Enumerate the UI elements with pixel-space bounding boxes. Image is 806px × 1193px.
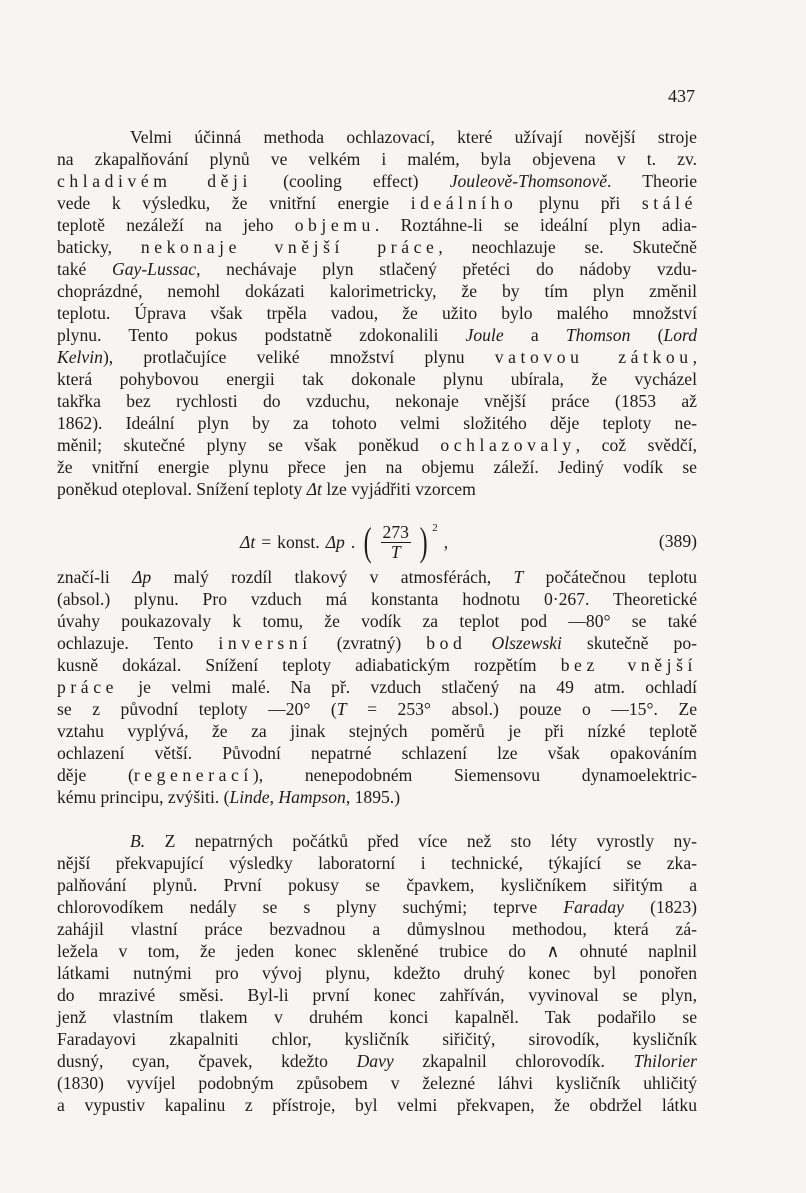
text-segment: ležela v tom, že jeden konec skleněné trubice do ∧ ohnuté naplnil [57, 941, 697, 961]
spaced-emphasis: ideálního [410, 193, 518, 213]
text-segment: skutečně po- [561, 633, 697, 653]
text-segment: měnil; skutečné plyny se však poněkud [57, 435, 441, 455]
text-line [57, 1028, 697, 1050]
text-segment: plynu při [517, 193, 642, 213]
text-line [57, 126, 697, 148]
formula-fraction [381, 523, 411, 562]
text-line [57, 874, 697, 896]
text-segment: . Theorie [607, 171, 698, 191]
text-line [57, 236, 697, 258]
text-segment: vztahu vyplývá, že za jinak stejných poměrů je při nízké teplotě [57, 721, 697, 741]
spaced-emphasis: inversní [218, 633, 312, 653]
italic-text: Davy [356, 1051, 394, 1071]
text-segment: (cooling effect) [251, 171, 450, 191]
formula-lhs: Δt [240, 531, 256, 552]
text-segment: lze vyjádřiti vzorcem [321, 479, 476, 499]
text-line [57, 478, 697, 500]
text-line [57, 940, 697, 962]
italic-text: Gay-Lussac [112, 259, 197, 279]
text-line [57, 192, 697, 214]
text-segment: , nechávaje plyn stlačený přetéci do nádoby vzdu- [196, 259, 697, 279]
spaced-emphasis: stálé [641, 193, 697, 213]
formula-equals: = [261, 531, 272, 552]
text-segment: ), nenepodobném Siemensovu dynamoelektric- [252, 765, 697, 785]
text-segment: Velmi účinná methoda ochlazovací, které užívají novější stroje [130, 127, 697, 147]
text-segment: chlorovodíkem nedály se s plyny suchými; teprve [57, 897, 564, 917]
formula-paren-close: ) [419, 519, 428, 564]
italic-text: Thilorier [633, 1051, 697, 1071]
formula-exponent: 2 [432, 522, 438, 534]
text-segment: Z nepatrných počátků před více než sto léty vyrostly ny- [145, 831, 697, 851]
text-segment: teplotě nezáleží na jeho [57, 215, 295, 235]
text-segment: takřka bez rychlosti do vzduchu, nekonaje vnější práce (1853 až [57, 391, 697, 411]
text-segment: kusně dokázal. Snížení teploty adiabatickým rozpětím [57, 655, 561, 675]
spaced-emphasis: regenerací [133, 765, 253, 785]
text-segment: , [269, 787, 279, 807]
text-line [57, 896, 697, 918]
text-segment: a vypustiv kapalinu z přístroje, byl velmi překvapen, že obdržel látku [57, 1095, 697, 1115]
text-segment: , [692, 347, 698, 367]
italic-text: B. [130, 831, 146, 851]
formula-denominator: T [390, 541, 401, 562]
italic-text: Linde [229, 787, 270, 807]
spaced-emphasis: práce [57, 677, 118, 697]
italic-text: T [513, 567, 524, 587]
italic-text: Δp [132, 567, 152, 587]
italic-text: Δt [306, 479, 322, 499]
equation-expression [240, 520, 448, 564]
page-number: 437 [668, 86, 695, 106]
text-segment: úvahy poukazovaly k tomu, že vodík za teplot pod —80° se také [57, 611, 697, 631]
spaced-emphasis: chladivém ději [57, 171, 252, 191]
text-segment: zahájil vlastní práce bezvadnou a důmyslnou methodou, která zá- [57, 919, 697, 939]
text-segment: (1823) [623, 897, 697, 917]
text-segment: ), protlačujíce veliké množství plynu [102, 347, 495, 367]
italic-text: T [336, 699, 347, 719]
text-line [57, 742, 697, 764]
spaced-emphasis: objemu [294, 215, 375, 235]
text-segment: a [503, 325, 566, 345]
spaced-emphasis: nekonaje vnější práce [140, 237, 439, 257]
text-line [57, 302, 697, 324]
text-line [57, 148, 697, 170]
text-line [57, 390, 697, 412]
paragraph-history-liquefaction [57, 830, 697, 1116]
text-line [57, 1006, 697, 1028]
text-line [57, 280, 697, 302]
text-segment: děje ( [57, 765, 134, 785]
text-line [57, 368, 697, 390]
text-line [57, 566, 697, 588]
text-segment: ( [630, 325, 664, 345]
text-segment: ochlazuje. Tento [57, 633, 219, 653]
text-segment: počátečnou teplotu [523, 567, 697, 587]
equation-number: (389) [658, 531, 697, 551]
text-line [57, 984, 697, 1006]
text-line [57, 456, 697, 478]
text-segment: malý rozdíl tlakový v atmosférách, [151, 567, 514, 587]
text-line [57, 962, 697, 984]
formula-konst: konst. [277, 531, 320, 552]
text-line [57, 434, 697, 456]
text-segment: plynu. Tento pokus podstatně zdokonalili [57, 325, 466, 345]
text-segment: která pohybovou energii tak dokonale plynu ubírala, že vycházel [57, 369, 697, 389]
spaced-emphasis: bez vnější [560, 655, 697, 675]
text-segment: (zvratný) [311, 633, 427, 653]
text-line [57, 214, 697, 236]
text-segment: na zkapalňování plynů ve velkém i malém, byla objevena v t. zv. [57, 149, 697, 169]
text-line [57, 588, 697, 610]
text-line [57, 1072, 697, 1094]
spaced-emphasis: ochlazovaly [440, 435, 576, 455]
italic-text: Olszewski [491, 633, 562, 653]
text-segment: Faradayovi zkapalniti chlor, kysličník siřičitý, sirovodík, kysličník [57, 1029, 697, 1049]
text-segment: dusný, cyan, čpavek, kdežto [57, 1051, 357, 1071]
text-line [57, 412, 697, 434]
text-segment: kému principu, zvýšiti. ( [57, 787, 230, 807]
text-segment: značí-li [57, 567, 133, 587]
text-segment: 1862). Ideální plyn by za tohoto velmi složitého děje teploty ne- [57, 413, 697, 433]
text-segment: ochlazení větší. Původní nepatrné schlazení lze však opakováním [57, 743, 697, 763]
text-segment: že vnitřní energie plynu přece jen na objemu záleží. Jediný vodík se [57, 457, 697, 477]
italic-text: Faraday [563, 897, 624, 917]
text-line [57, 698, 697, 720]
text-line [57, 632, 697, 654]
text-segment [466, 633, 491, 653]
text-line [57, 676, 697, 698]
italic-text: Jouleově-Thomsonově [449, 171, 608, 191]
text-segment: je velmi malé. Na př. vzduch stlačený na 49 atm. ochladí [117, 677, 697, 697]
text-line [57, 764, 697, 786]
text-segment: , neochlazuje se. Skutečně [438, 237, 697, 257]
text-segment: palňování plynů. První pokusy se čpavkem, kysličníkem siřitým a [57, 875, 697, 895]
text-segment: teplotu. Úprava však trpěla vadou, že užito bylo malého množství [57, 303, 697, 323]
formula-dot: . [350, 531, 356, 552]
text-line [57, 830, 697, 852]
text-line [57, 324, 697, 346]
text-line [57, 852, 697, 874]
text-segment: zkapalnil chlorovodík. [393, 1051, 634, 1071]
text-line [57, 720, 697, 742]
text-line [57, 1050, 697, 1072]
text-segment: nější překvapující výsledky laboratorní i technické, týkající se zka- [57, 853, 697, 873]
italic-text: Thomson [565, 325, 631, 345]
text-line [57, 258, 697, 280]
spaced-emphasis: bod [426, 633, 467, 653]
text-segment: (absol.) plynu. Pro vzduch má konstanta hodnotu 0·267. Theoretické [57, 589, 697, 609]
text-line [57, 1094, 697, 1116]
text-segment: = 253° absol.) pouze o —15°. Ze [346, 699, 698, 719]
formula-dp: Δp [325, 531, 345, 552]
formula-paren-open: ( [363, 519, 372, 564]
text-line [57, 170, 697, 192]
text-segment: , 1895.) [345, 787, 401, 807]
text-line [57, 786, 697, 808]
italic-text: Joule [465, 325, 504, 345]
text-segment: také [57, 259, 113, 279]
text-segment: do mrazivé směsi. Byl-li první konec zahříván, vyvinoval se plyn, [57, 985, 697, 1005]
text-segment: vede k výsledku, že vnitřní energie [57, 193, 411, 213]
italic-text: Hampson [278, 787, 346, 807]
text-segment: jenž vlastním tlakem v druhém konci kapalněl. Tak podařilo se [57, 1007, 697, 1027]
text-segment: (1830) vyvíjel podobným způsobem v železné láhvi kysličník uhličitý [57, 1073, 697, 1093]
text-line [57, 654, 697, 676]
text-segment: baticky, [57, 237, 141, 257]
text-segment: poněkud oteploval. Snížení teploty [57, 479, 307, 499]
formula-comma: , [443, 531, 449, 552]
formula-numerator: 273 [382, 521, 409, 542]
text-segment: se z původní teploty —20° ( [57, 699, 337, 719]
italic-text: Kelvin [57, 347, 103, 367]
text-segment: choprázdné, nemohl dokázati kalorimetricky, že by tím plyn změnil [57, 281, 697, 301]
equation-389 [57, 520, 697, 564]
text-segment: . Roztáhne-li se ideální plyn adia- [374, 215, 697, 235]
text-segment: , což svědčí, [575, 435, 697, 455]
text-line [57, 610, 697, 632]
italic-text: Lord [663, 325, 698, 345]
paragraph-cooling-effect [57, 126, 697, 500]
text-line [57, 346, 697, 368]
text-line [57, 918, 697, 940]
text-segment: látkami nutnými pro vývoj plynu, kdežto druhý konec byl ponořen [57, 963, 697, 983]
spaced-emphasis: vatovou zátkou [494, 347, 693, 367]
paragraph-inversion-point [57, 566, 697, 808]
